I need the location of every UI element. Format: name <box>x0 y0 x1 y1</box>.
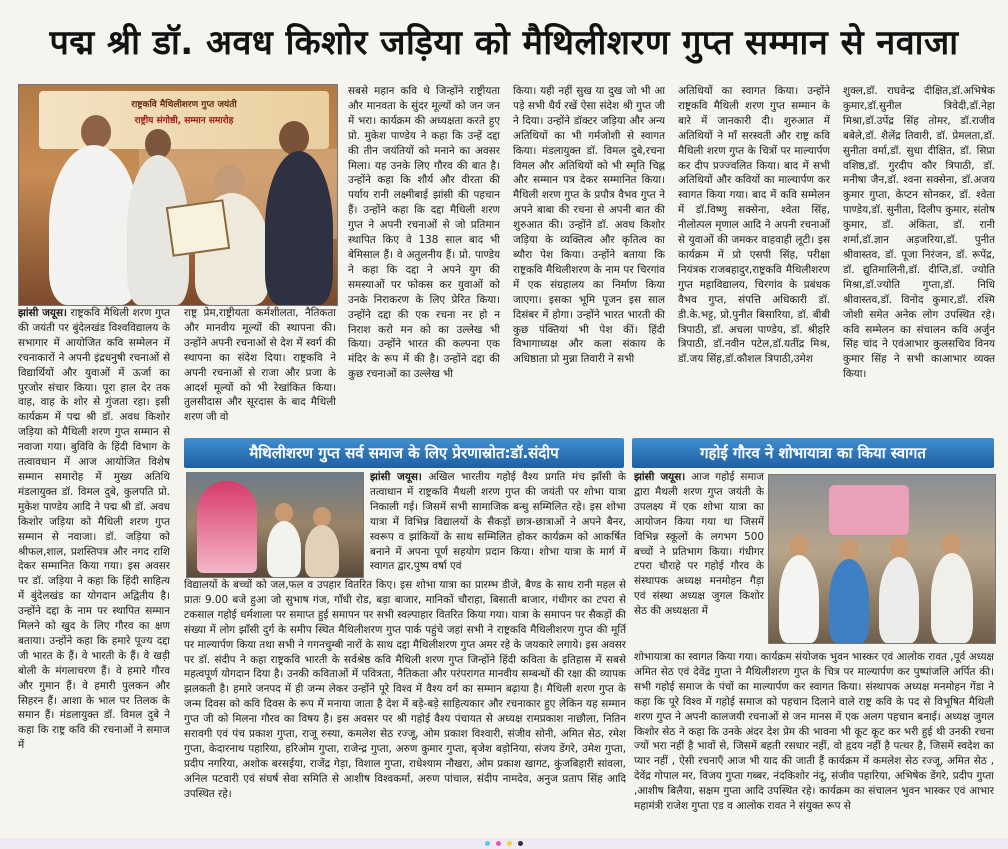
dateline: झांसी जयूस। <box>18 307 67 319</box>
article1-col4 <box>678 84 830 436</box>
article1-col5-text: शुक्ल,डॉ. राघवेन्द्र दीक्षित,डॉ.अभिषेक कुमार,डॉ.सुनील त्रिवेदी,डॉ.नेहा मिश्रा,डॉ.उपेंद्र सिंह तोमर, डॉ.राजीव बबेले,डॉ. शैलेंद्र तिवारी, डॉ. प्रेमलता,डॉ. सुनीता वर्मा,डॉ. सुधा दीक्षित, डॉ. सिप्रा वशिष्ठ,डॉ. गुरदीप कौर त्रिपाठी, डॉ. मनीषा जैन,डॉ. श्वना सक्सेना, डॉ.अजय कुमार गुप्ता, केप्टन सोनकर, डॉ. श्वेता पाण्डेय,डॉ. सुनीता, दिलीप कुमार, संतोष कुमार, डॉ. अंकिता, डॉ. रानी शर्मा,डॉ.ज्ञान अड़जरिया,डॉ. पुनीत श्रीवास्तव, डॉ. पूजा निरंजन, डॉ. रूपेंद्र, डॉ. द्युतिमालिनी,डॉ. दीप्ति,डॉ. ज्योति मिश्रा,डॉ.ज्योति गुप्ता,डॉ. निधि श्रीवास्तव,डॉ. विनोद कुमार,डॉ. रश्मि जोशी समेत अनेक लोग उपस्थित रहे। कवि सम्मेलन का संचालन कवि अर्जुन सिंह चांद ने एवंआभार कुलसचिव विनय कुमार सिंह ने सभी काआभार व्यक्त किया। <box>843 85 995 381</box>
article1-col2b <box>348 84 500 436</box>
stage-banner-line1: राष्ट्रकवि मैथिलीशरण गुप्त जयंती <box>131 100 237 110</box>
article1-col1-text: झांसी जयूस। राष्ट्रकवि मैथिली शरण गुप्त की जयंती पर बुंदेलखंड विश्वविद्यालय के सभागार में आयोजित कवि सम्मेलन में रचनाकारों ने अपनी इंद्रधनुषी रचनाओं से विद्यार्थियों और युवाओं में ऊर्जा का पुरजोर संचार किया। पूरा हाल देर तक वाह, वाह के शोर से गुंजता रहा। इसी कार्यक्रम में पद्म श्री डॉ. अवध किशोर जड़िया को मैथिली शरण गुप्त सम्मान से नवाजा गया। बुविवि के हिंदी विभाग के तत्वावधान में आज आयोजित विशेष सम्मान समारोह में मुख्य अतिथि मंडलायुक्त डॉ. विमल दुबे, कुलपति प्रो. मुकेश पाण्डेय आदि ने पद्म श्री डॉ. अवध किशोर जड़िया को मैथिली शरण गुप्त सम्मान से नवाजा। डॉ. जड़िया को श्रीफल,शाल, प्रशस्तिपत्र और नगद राशि देकर सम्मानित किया गया। इस अवसर पर डॉ. जड़िया ने कहा कि हिंदी साहित्य में बुंदेलखंड का योगदान अद्वितीय है। उन्होंने दद्दा के नाम पर स्थापित सम्मान मिलने को खुद के लिए गौरव का क्षण बताया। उन्होंने कहा कि हमारे पूज्य दद्दा जी भारत के हैं। वे भारती के हैं। वे खड़ी बोली के मंगलाचरण हैं। वे हमारे गौरव और गुमान हैं। वे हमारी पुलकन और सिहरन हैं। आशा के भाल पर तिलक के समान हैं। मंडलायुक्त डॉ. विमल दुबे ने कहा कि राष्ट्र कवि की रचनाओं ने समाज में <box>18 307 170 752</box>
article1-col1 <box>18 306 170 836</box>
registration-dot-yellow <box>507 841 512 846</box>
procession-body-2 <box>305 525 339 577</box>
welcome-person-2 <box>839 539 859 561</box>
registration-dot-cyan <box>485 841 490 846</box>
registration-dot-black <box>518 841 523 846</box>
person-4-head <box>279 121 309 155</box>
procession-photo-2 <box>768 474 996 644</box>
article3-left-text: झांसी जयूस। आज गहोई समाज द्वारा मैथली शरण गुप्त जयंती के उपलक्ष्य में एक शोभा यात्रा का आयोजन किया गया था जिसमें विभिन्न स्कूलों के लगभग 500 बच्चों ने प्रतिभाग किया। गंधीगर टपरा चौराहे पर गहोई गौरव के संस्थापक अध्यक्ष मनमोहन गैड़ा एवं संस्था अध्यक्ष जुगल किशोर सेठ की अध्यक्षता में <box>634 471 764 618</box>
print-registration-strip <box>0 838 1008 849</box>
person-1-head <box>81 115 111 149</box>
article1-col3-text: किया। यही नहीं सुख या दुख जो भी आ पड़े सभी धैर्य रखें ऐसा संदेश श्री गुप्त जी ने दिया। उन्होंने डॉक्टर जड़िया और अन्य अतिथियों का भी गर्मजोशी से स्वागत किया। मंडलायुक्त डॉ. विमल दुबे,रचना विमल और अतिथियों को भी स्मृति चिह्न और सम्मान पत्र देकर सम्मानित किया। मैथिली शरण गुप्त के प्रपौत्र वैभव गुप्त ने अपने बाबा की रचना से अपनी बात की शुरुआत की। उन्होंने डॉ. अवध किशोर जड़िया के व्यक्तित्व और कृतित्व का ब्यौरा पेश किया। उन्होंने बताया कि राष्ट्रकवि मैथिलीशरण के नाम पर चिरगांव में एक संग्रहालय का निर्माण किया जाएगा। इसका भूमि पूजन इस साल दिसंबर में होगा। उन्होंने भारत भारती की कुछ पंक्तियां भी पेश कीं। हिंदी विभागाध्यक्ष और कला संकाय के अधिष्ठाता प्रो मुन्ना तिवारी ने सभी <box>513 85 665 366</box>
dateline: झांसी जयूस। <box>634 471 686 483</box>
article1-col2b-text: सबसे महान कवि थे जिन्होंने राष्ट्रीयता और मानवता के सुंदर मूल्यों को जन जन में भरा। कार्यक्रम की अध्यक्षता करते हुए प्रो. मुकेश पाण्डेय ने कहा कि उन्हें दद्दा की तीन जयंतियों को मनाने का अवसर मिला। यह उनके लिए गौरव की बात है। उन्होंने कहा कि शौर्य और वीरता की पर्याय रानी लक्ष्मीबाई झांसी की पहचान हैं। उन्होंने कहा कि दद्दा मैथिली शरण गुप्त ने अपनी रचनाओं से जो प्रतिमान स्थापित किए वे 138 साल बाद भी बेमिसाल हैं। वे अतुलनीय हैं। प्रो. पाण्डेय ने कहा कि दद्दा ने अपने युग की समस्याओं पर फोकस कर युवाओं को उनके निराकरण के लिए प्रेरित किया। उन्होंने दद्दा की एक रचना नर हो न निराश करो मन को का उल्लेख भी किया। उन्होंने भारत की कल्पना एक मंदिर के रूप में की है। उन्होंने दद्दा की कुछ रचनाओं का उल्लेख भी <box>348 85 500 381</box>
procession-person-1 <box>275 503 293 523</box>
procession-person-2 <box>313 507 331 527</box>
article3-bottom <box>634 650 994 836</box>
article1-col3 <box>513 84 665 436</box>
person-4 <box>265 151 333 305</box>
procession-photo-1 <box>186 472 364 578</box>
article2-bottom-text: विद्यालयों के बच्चों को जल,फल व उपहार वितरित किए। इस शोभा यात्रा का प्रारम्भ डीजे, बैण्ड के साथ रानी महल से प्रातः 9.00 बजे हुआ जो सुभाष गंज, गाँधी रोड, बड़ा बाजार, मानिकों चौराहा, बिसाती बाजार, गंधीगर का टपरा से टकसाल गहोई धर्मशाला पर समाप्त हुई समापन पर सभी स्वल्पाहार वितरित किया गया। यात्रा के समापन पर सैकड़ों की संख्या में लोग झाँसी दुर्ग के समीप स्थित मैथिलीशरण गुप्त पार्क पहुंचे जहां सभी ने राष्ट्रकवि मैथिलीशरण गुप्त की मूर्ति पर माल्यार्पण किया तथा सभी ने गगनचुम्बी नारों के साथ दद्दा मैथिलीशरण गुप्त अमर रहे के जयकारे लगाये। इस अवसर पर डॉ. संदीप ने कहा राष्ट्रकवि भारती के सर्वश्रेष्ठ कवि मैथिली शरण गुप्त जिन्होंने हिंदी कविता के इतिहास में सबसे महत्वपूर्ण योगदान दिया है। उनकी कविताओं में पवित्रता, नैतिकता और परंपरागत मानवीय सम्बन्धों की रक्षा की व्यापक झलकती है। हमारे जनपद में ही जन्म लेकर उन्होंने पूरे विश्व में वैश्य वर्ग का सम्मान बढ़ाया है। मैथिली शरण गुप्त के जन्म दिवस को कवि दिवस के रूप में मनाया जाता है देश में बड़े-बड़े साहित्यकार और रचनाकार हुए लेकिन यह सम्मान गुप्त जी को मिलना गौरव का विषय है। इस अवसर पर श्री गहोई वैश्य पंचायत से अध्यक्ष रामप्रकाश नाछौला, नितिन सरावगी एवं पंच प्रकाश गुप्ता, राजू रुस्या, कमलेश सेठ रज्जू, ओम प्रकाश विश्वारी, संजीव सोनी, अमित सेठ, रमेश गुप्ता, केदारनाथ पहारिया, हरिओम गुप्ता, राजेन्द्र गुप्ता, अरुण कुमार गुप्ता, बृजेश बड़ोनिया, संजय डेंगरे, उमेश गुप्ता, प्रदीप नगरिया, अशोक बरसईया, राजेंद्र गेड़ा, विशाल गुप्ता, राधेश्याम नौखरा, ओम प्रकाश खागट, कुंजबिहारी सांवला, अनिल पटवारी एवं संघर्ष सेवा समिति से आशीष विश्वकर्मा, अरुण पांचाल, संदीप नामदेव, अनुज प्रताप सिंह आदि उपस्थित रहे। <box>184 579 626 800</box>
headline: पद्म श्री डॉ. अवध किशोर जड़िया को मैथिलीशरण गुप्त सम्मान से नवाजा <box>49 23 959 63</box>
welcome-person-3 <box>889 537 909 559</box>
registration-dot-magenta <box>496 841 501 846</box>
article3-bottom-text: शोभायात्रा का स्वागत किया गया। कार्यक्रम संयोजक भुवन भास्कर एवं आलोक रावत ,पूर्व अध्यक्ष अमित सेठ एवं देवेंद्र गुप्ता ने मैथिलीशरण गुप्त के चित्र पर माल्यार्पण कर पुष्पांजलि अर्पित की। सभी गहोई समाज के पंचों का माल्यार्पण कर स्वागत किया। संस्थापक अध्यक्ष मनमोहन गेंडा ने कहा कि पूरे विश्व में गहोई समाज को पहचान दिलाने वाले राष्ट्र कवि के पद से विभूषित मैथिली शरण गुप्त ने अपनी कालजयी रचनाओं से जन मानस में एक अलग पहचान बनाई। अध्यक्ष जुगल किशोर सेठ ने कहा कि उनके अंदर देश प्रेम की भावना भी कूट कूट कर भरी हुई थी उनकी रचना ज्यों भरा नहीं है भावों से, जिसमें बहती रसधार नहीं, वो हृदय नहीं है पत्थर है, जिसमें स्वदेश का प्यार नहीं , ऐसी रचनाएँ आज भी याद की जाती हैं कार्यक्रम में कमलेश सेठ रज्जू, अमित सेठ , देवेंद्र गोपाल मर, विजय गुप्ता गब्बर, नंदकिशोर नंदू, संजीव पहारिया, अभिषेक डेंगरे, प्रदीप गुप्ता ,आशीष बिलैया, सक्षम गुप्ता आदि उपस्थित रहे। कार्यक्रम का संचालन भुवन भास्कर एवं आभार महामंत्री राजेश गुप्ता एड व आलोक रावत ने संयुक्त रूप से <box>634 651 994 813</box>
article2-bottom <box>184 578 626 836</box>
citation-frame <box>166 199 230 257</box>
article3-banner-text: गहोई गौरव ने शोभायात्रा का किया स्वागत <box>700 444 926 462</box>
article1-col4-text: अतिथियों का स्वागत किया। उन्होंने राष्ट्रकवि मैथिली शरण गुप्त सम्मान के बारे में जानकारी दी। शुरुआत में अतिथियों ने माँ सरस्वती और राष्ट्र कवि मैथिली शरण गुप्त के चित्रों पर माल्यार्पण कर दीप प्रज्ज्वलित किया। बाद में सभी अतिथियों और कवियों का माल्यार्पण कर स्वागत किया गया। बाद में कवि सम्मेलन में डॉ.विष्णु सक्सेना, श्वेता सिंह, नीलोत्पल मृणाल आदि ने अपनी रचनाओं से युवाओं की जमकर वाहवाही लूटी। इस कार्यक्रम में प्रो एसपी सिंह, परीक्षा नियंत्रक राजबहादुर,राष्ट्रकवि मैथिलीशरण गुप्त महाविद्यालय, चिरगांव के प्रबंधक वैभव गुप्त, संपत्ति अधिकारी डॉ. डी.के.भट्ट, प्रो.पुनीत बिसारिया, डॉ. बीबी त्रिपाठी, डॉ. अचला पाण्डेय, डॉ. श्रीहरि त्रिपाठी, डॉ.नवीन पटेल,डॉ.यतींद्र मिश्र, डॉ.जय सिंह,डॉ.कौशल त्रिपाठी,उमेश <box>678 85 830 366</box>
procession-float <box>197 481 257 573</box>
article2-banner-text: मैथिलीशरण गुप्त सर्व समाज के लिए प्रेरणास्रोत:डॉ.संदीप <box>249 444 559 462</box>
article2-top <box>370 470 626 574</box>
article1-col5 <box>843 84 995 436</box>
garland-display <box>829 485 909 535</box>
welcome-body-1 <box>779 555 819 643</box>
dateline: झांसी जयूस। <box>370 471 422 483</box>
welcome-body-3 <box>879 557 919 643</box>
article2-banner <box>184 438 624 468</box>
ceremony-photo <box>18 84 338 306</box>
article3-left <box>634 470 764 648</box>
welcome-person-1 <box>789 535 809 557</box>
headline-bar <box>0 0 1008 82</box>
procession-body-1 <box>267 521 301 577</box>
article1-col2a <box>184 306 336 436</box>
article3-banner <box>632 438 994 468</box>
person-1 <box>49 145 139 305</box>
welcome-body-2 <box>829 559 869 643</box>
welcome-body-4 <box>931 553 973 643</box>
stage-banner-line2: राष्ट्रीय संगोष्ठी, सम्मान समारोह <box>134 116 234 126</box>
article1-col2a-text: राष्ट्र प्रेम,राष्ट्रीयता कर्मशीलता, नैतिकता और मानवीय मूल्यों की स्थापना की। उन्होंने अपनी रचनाओं से देश में स्वर्ग की स्थापना का संदेश दिया। राष्ट्रकवि ने अपनी रचनाओं से राजा और प्रजा के आदर्श मूल्यों को भी रेखांकित किया। तुलसीदास और सूरदास के बाद मैथिली शरण जी वो <box>184 307 336 424</box>
article2-top-text: झांसी जयूस। अखिल भारतीय गहोई वैश्य प्रगति मंच झाँसी के तत्वाधान में राष्ट्रकवि मैथली शरण गुप्त की जयंती पर शोभा यात्रा निकाली गई। जिसमें सभी सामाजिक बन्धु सम्मिलित रहे। इस शोभा यात्रा में विभिन्न विद्यालयों के सैकड़ों छात्र-छात्राओं ने अपने बैनर, स्वरूप व झांकियों के साथ सम्मिलित होकर कार्यक्रम को आकर्षित बनाने में अपना पूर्ण सहयोग प्रदान किया। शोभा यात्रा के मार्ग में स्वागत द्वार,पुष्प वर्षा एवं <box>370 471 626 573</box>
welcome-person-4 <box>941 533 961 555</box>
